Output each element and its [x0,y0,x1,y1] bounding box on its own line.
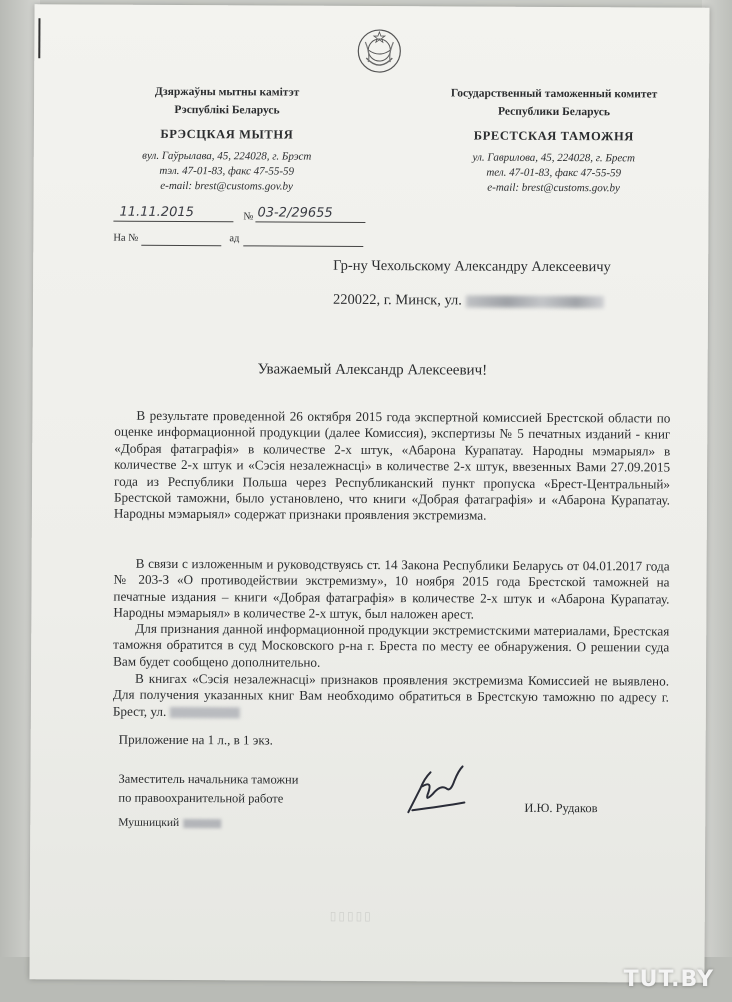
handwritten-signature [402,758,482,818]
paragraph-2 [113,556,669,625]
header-left-line1: Дзяржаўны мытны камітэт [154,85,300,99]
header-right-line2: Республики Беларусь [498,105,610,119]
ref-number-underline [141,245,221,246]
header-left-address: вул. Гаўрылава, 45, 224028, г. Брэст [142,149,312,163]
paragraph-2-text: В связи с изложенным и руководствуясь ст. 14 Закона Республики Беларусь от 04.01.2017 года № 203-З «О противодействии экстремизму», 10 ноября 2015 года Брестской таможней на печатные издания – книги «Добрая фатаграфія» в количестве 2-х штук и «Абарона Курапатау. Народны мэмарыял» в количестве 2-х штук, был наложен арест. [113,555,670,622]
redacted-street [170,707,240,718]
paragraph-1 [114,408,671,526]
header-left-phone: тэл. 47-01-83, факс 47-55-59 [159,164,295,178]
letter-sheet [29,4,709,983]
reg-number-underline [255,221,365,223]
header-right-address: ул. Гаврилова, 45, 224028, г. Брест [472,151,636,165]
recipient-name: Гр-ну Чехольскому Александру Алексеевичу [333,257,611,276]
header-right-line1: Государственный таможенный комитет [450,87,658,101]
ref-date-underline [243,245,363,247]
signatory-title-line2: по правоохранительной работе [118,790,284,806]
paragraph-3-text: Для признания данной информационной продукции экстремистскими материалами, Брестская таможня обратится в суд Московского р-на г. Бреста по месту ее обнаружения. О решении суда Вам будет сообщено дополнительно. [113,620,670,670]
header-left-line2: Рэспублікі Беларусь [174,103,280,117]
ref-label: На № [113,232,139,244]
paragraph-4-text [113,671,669,723]
redacted-phone [183,819,221,828]
faint-stamp-mark: ▯▯▯▯▯ [329,908,373,924]
header-right-phone: тел. 47-01-83, факс 47-55-59 [486,166,622,180]
recipient-address-text: 220022, г. Минск, ул. [332,291,462,309]
paragraph-1-text: В результате проведенной 26 октября 2015 года экспертной комиссией Брестской области по оценке информационной продукции (далее Комиссия), экспертизы № 5 печатных изданий - книг «Добрая фатаграфія» в количестве 2-х штук, «Абарона Курапатау. Народны мэмарыял» в количестве 2-х штук и «Сэсія незалежнасці» в количестве 2-х штук, ввезенных Вами 27.09.2015 года из Республики Польша через Республиканский пункт пропуска «Брест-Центральный» Брестской таможни, было установлено, что книги «Добрая фатаграфія» и «Абарона Курапатау. Народны мэмарыял» содержат признаки проявления экстремизма. [113,407,671,524]
reg-number: 03-2/29655 [257,205,333,221]
signatory-title [118,770,298,809]
paragraph-4-content: В книгах «Сэсія незалежнасці» признаков проявления экстремизма Комиссией не выявлено. Для получения указанных книг Вам необходимо обратиться в Брестскую таможню по адресу г. Брест, ул. [112,670,670,719]
signatory-title-line1: Заместитель начальника таможни [118,771,299,787]
header-russian [429,84,680,196]
reg-date-underline [113,221,233,223]
signatory-name: И.Ю. Рудаков [524,800,598,816]
header-left-org: БРЭСЦКАЯ МЫТНЯ [160,126,294,142]
executor-name: Мушницкий [118,816,180,830]
attachment-note: Приложение на 1 л., в 1 экз. [118,731,273,748]
executor-line [118,817,221,830]
recipient-address [333,292,604,310]
reg-date: 11.11.2015 [119,204,194,221]
site-watermark: TUT.BY [623,967,714,992]
corner-mark [38,18,40,58]
header-belarusian [112,83,343,195]
redacted-address [466,295,604,308]
header-right-email: e-mail: brest@customs.gov.by [487,181,620,195]
greeting: Уважаемый Александр Алексеевич! [257,361,488,379]
paragraph-3 [113,621,669,673]
header-left-email: e-mail: brest@customs.gov.by [160,179,293,193]
state-emblem-icon [356,28,402,74]
reg-no-label: № [243,211,254,223]
ref-from-label: ад [229,233,240,245]
paragraph-4 [113,671,669,723]
header-right-org: БРЕСТСКАЯ ТАМОЖНЯ [473,128,634,144]
